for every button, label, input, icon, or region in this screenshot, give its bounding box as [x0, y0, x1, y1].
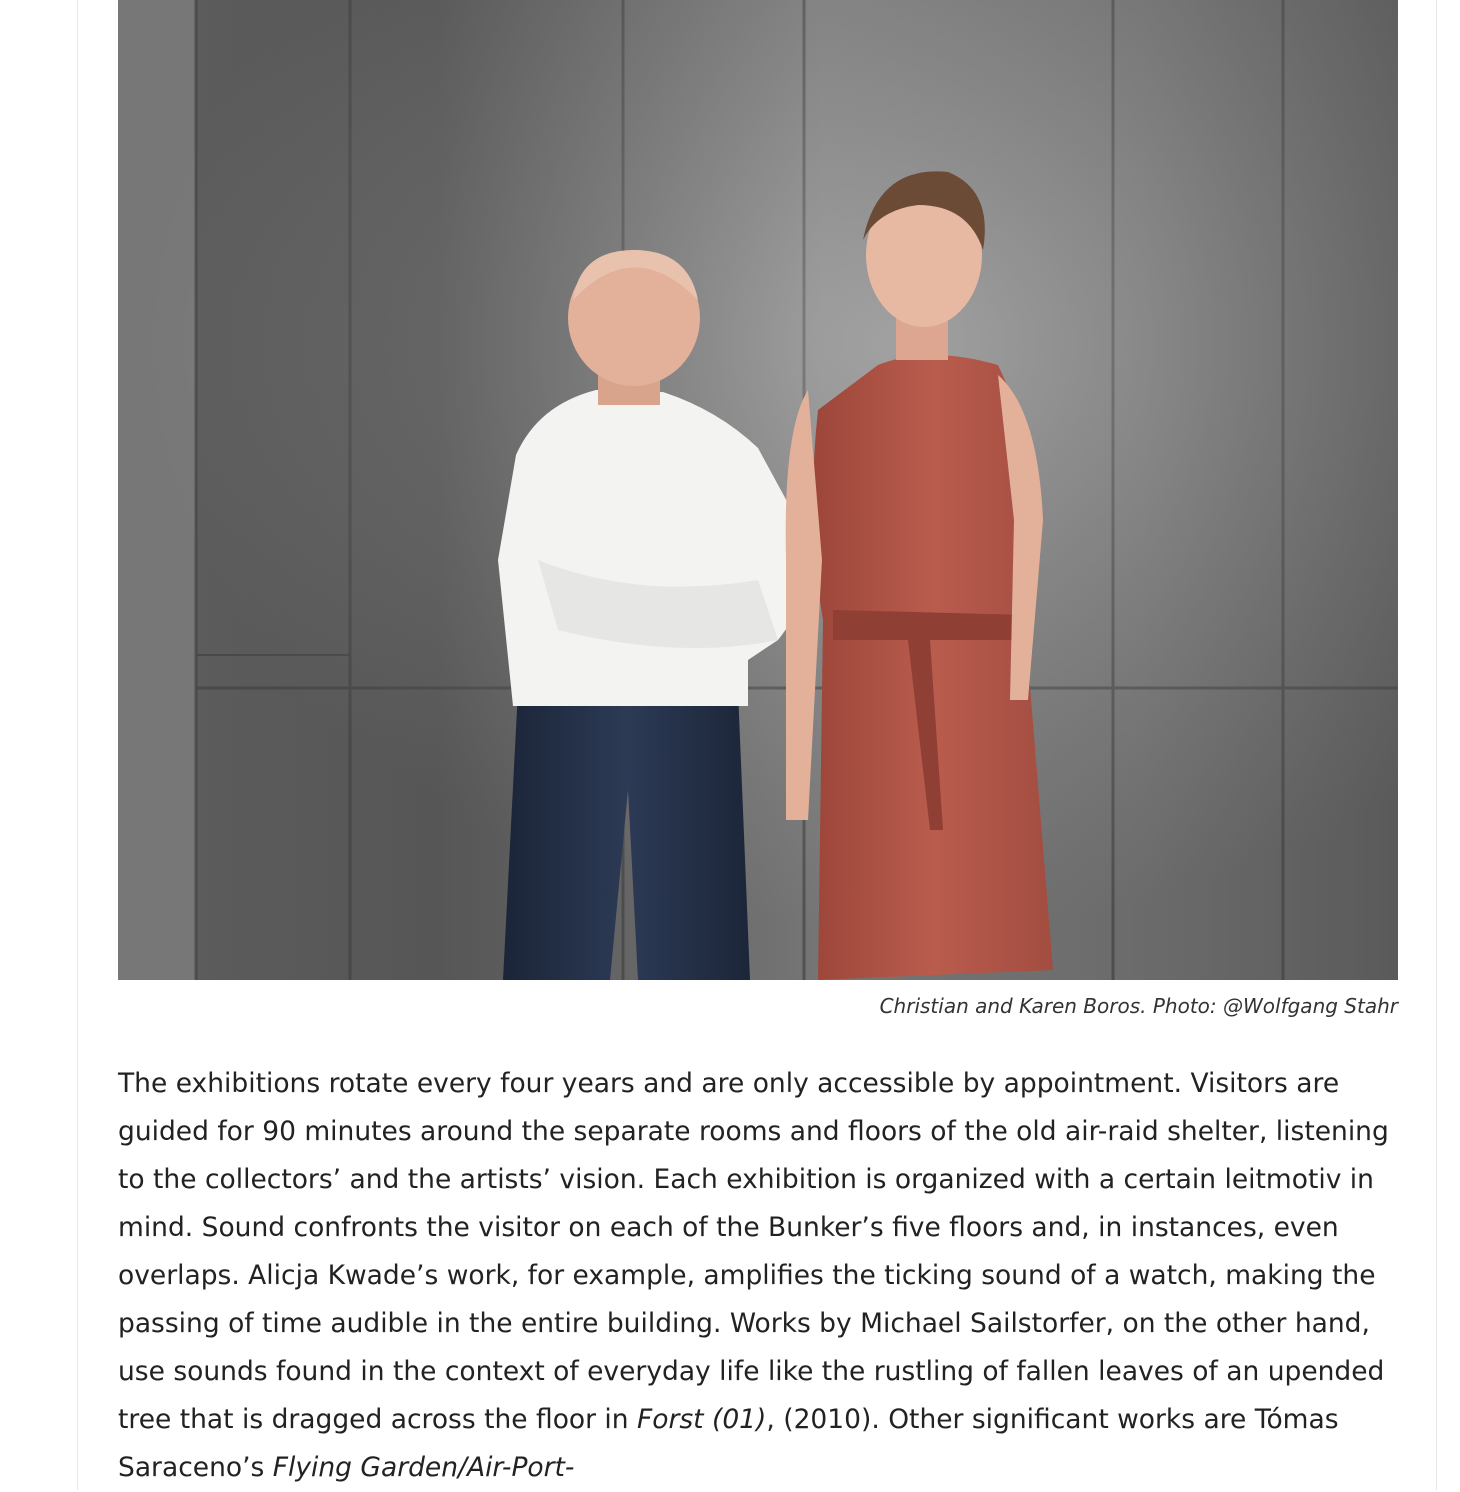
artwork-title: Flying Garden/Air-Port-: [272, 1452, 575, 1483]
paragraph-text-continued: , (2010). Other significant works are Tómas Saraceno’s: [118, 1404, 1339, 1483]
photo-caption: Christian and Karen Boros. Photo: @Wolfgang Stahr: [879, 994, 1398, 1018]
article-photo: [118, 0, 1398, 980]
article-body: [118, 1060, 1408, 1492]
paragraph-text: The exhibitions rotate every four years and are only accessible by appointment. Visitors are guided for 90 minutes around the separate rooms and floors of the old air-raid shelter, listening to the collectors’ and the artists’ vision. Each exhibition is organized with a certain leitmotiv in mind. Sound confronts the visitor on each of the Bunker’s five floors and, in instances, even overlaps. Alicja Kwade’s work, for example, amplifies the ticking sound of a watch, making the passing of time audible in the entire building. Works by Michael Sailstorfer, on the other hand, use sounds found in the context of everyday life like the rustling of fallen leaves of an upended tree that is dragged across the floor in: [118, 1068, 1389, 1435]
article-paragraph: [118, 1060, 1408, 1492]
artwork-title: Forst (01): [637, 1404, 767, 1435]
boros-portrait-image: [118, 0, 1398, 980]
